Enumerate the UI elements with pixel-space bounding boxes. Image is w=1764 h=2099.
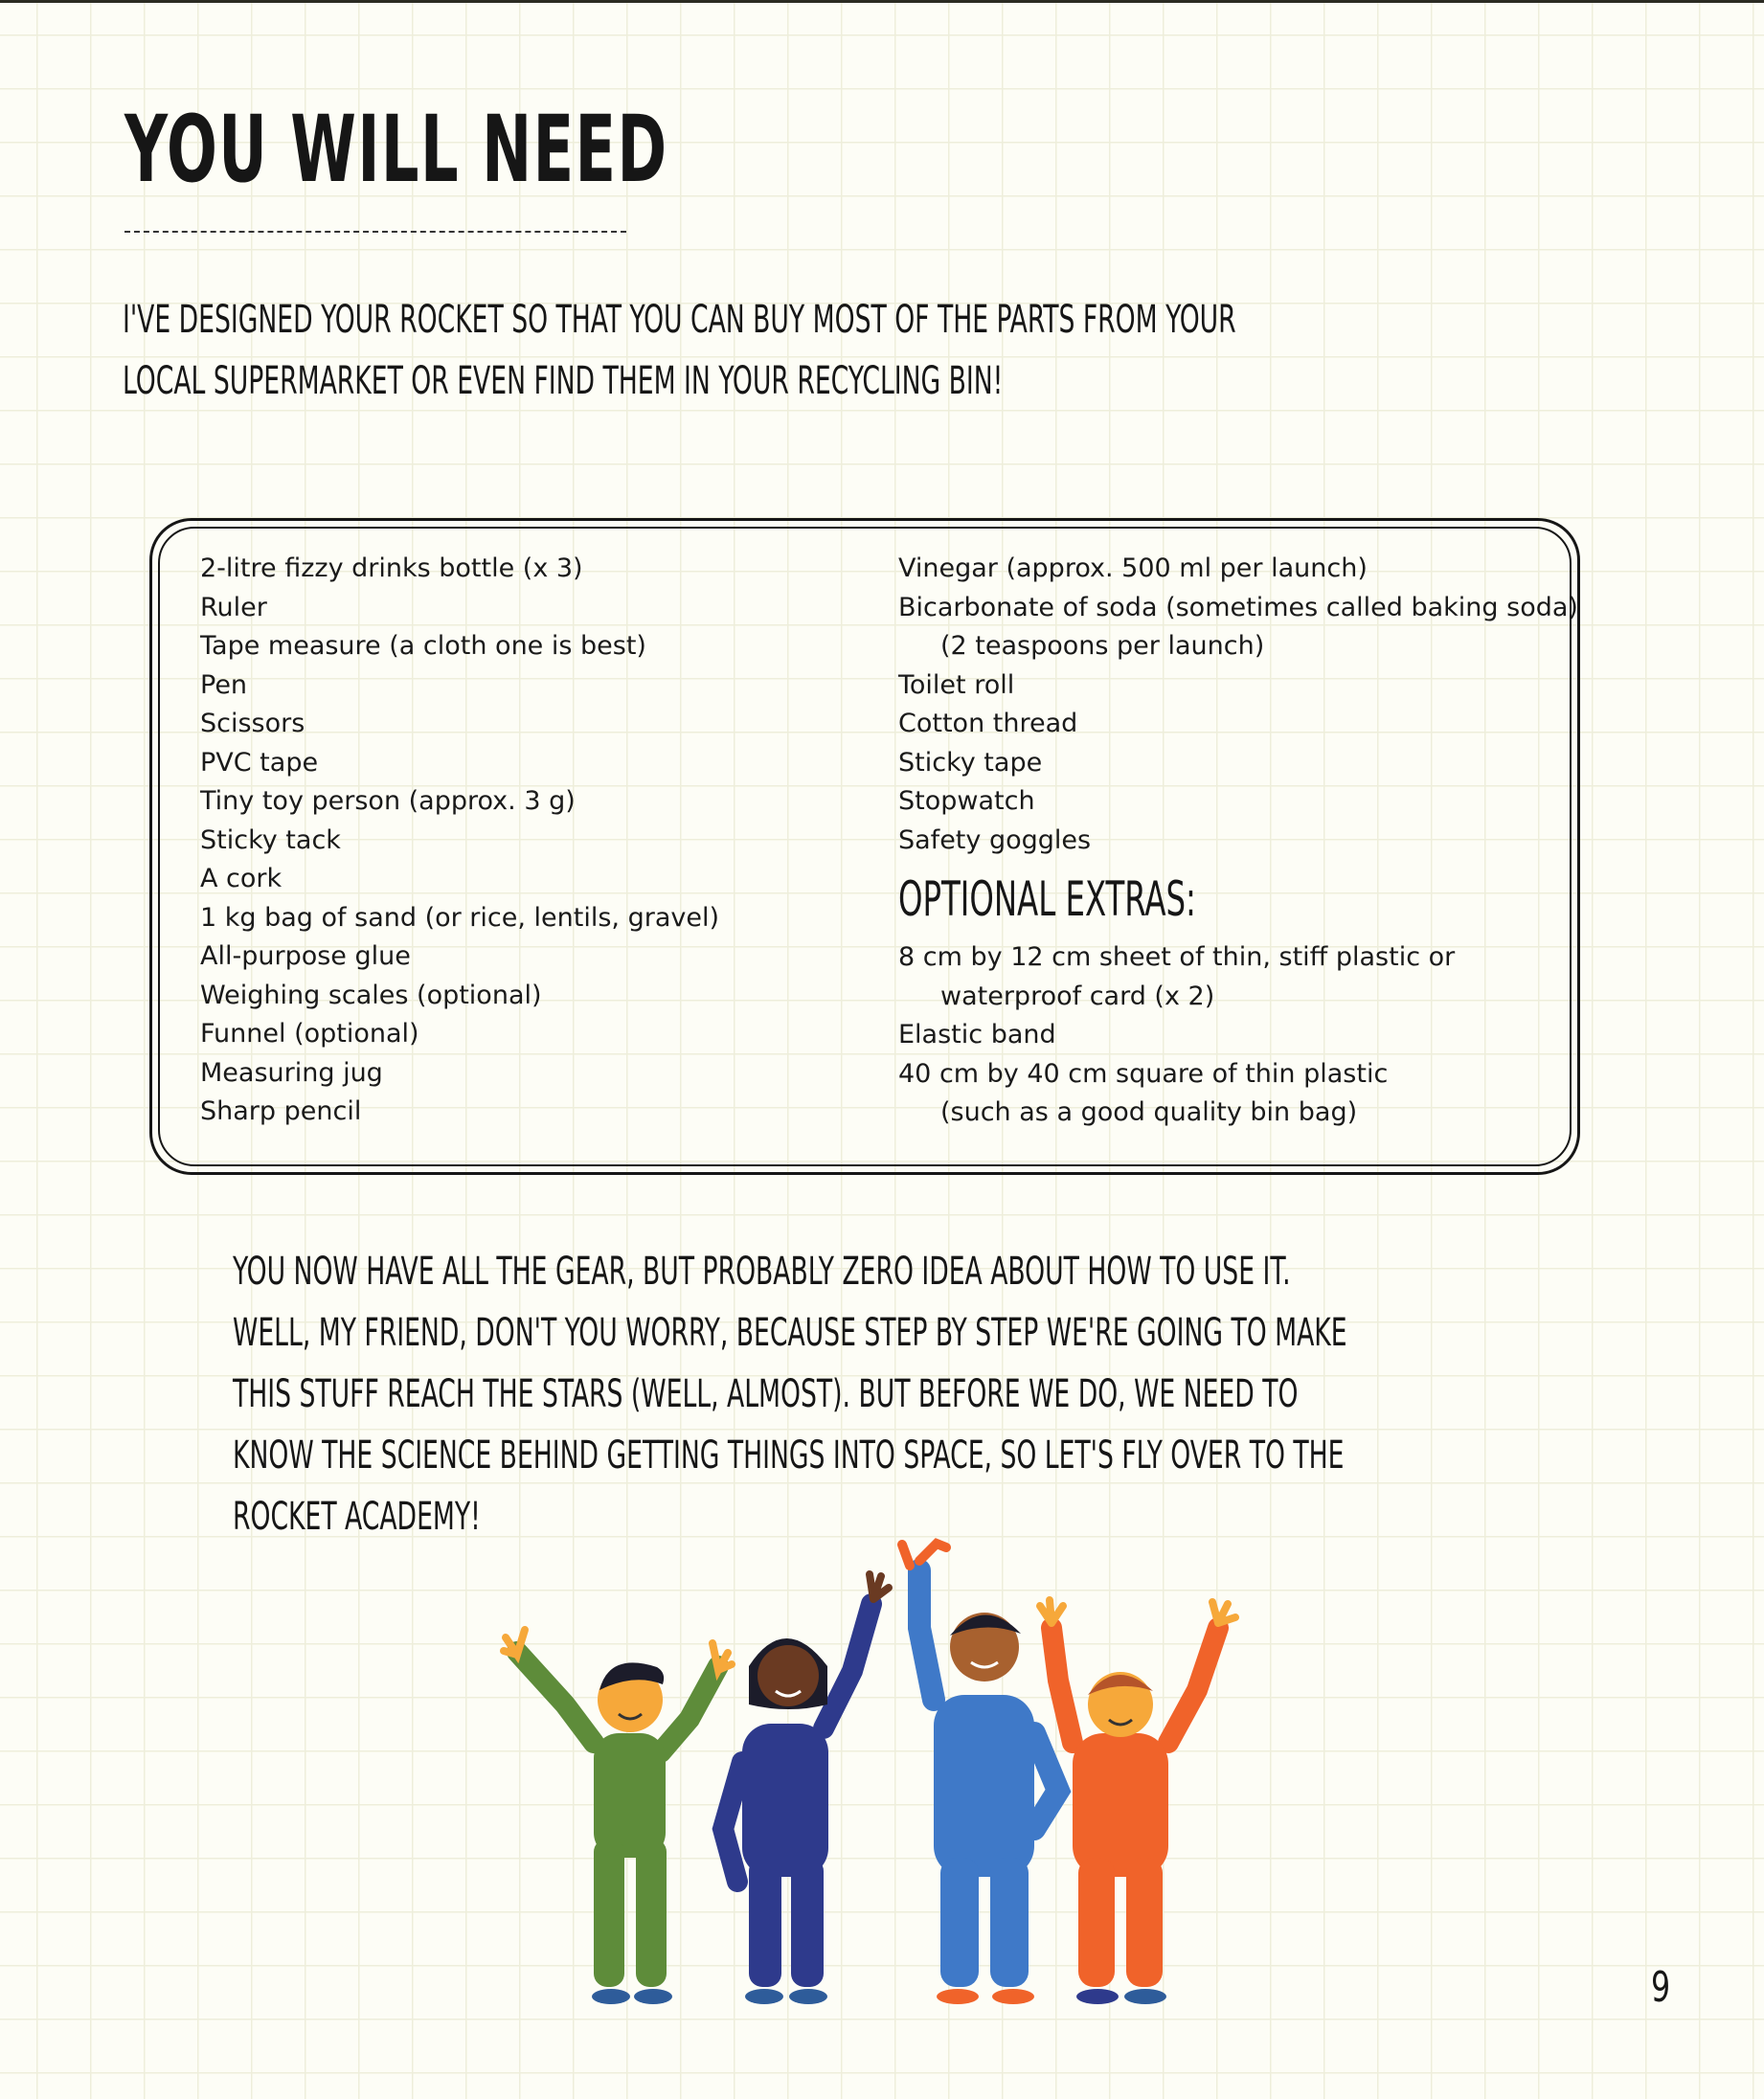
list-item-text: Stopwatch (898, 786, 1035, 816)
list-item: Funnel (optional) (200, 1019, 419, 1049)
materials-box (149, 518, 1580, 1175)
page-number: 9 (1651, 1963, 1671, 2012)
list-item (898, 589, 1578, 666)
optional-extras-list (898, 938, 1455, 1133)
title-dashed-underline (124, 231, 626, 233)
list-item-continuation: (such as a good quality bin bag) (940, 1097, 1358, 1127)
list-item: Pen (200, 669, 248, 700)
list-item-text: Safety goggles (898, 824, 1092, 855)
list-item (898, 822, 1578, 861)
list-item-text: Vinegar (approx. 500 ml per launch) (898, 553, 1368, 583)
list-item (898, 550, 1578, 589)
list-item-text: 8 cm by 12 cm sheet of thin, stiff plastic or (898, 942, 1456, 972)
list-item: Tiny toy person (approx. 3 g) (200, 786, 576, 816)
list-item: Measuring jug (200, 1057, 383, 1088)
top-border (0, 0, 1764, 3)
kid-blue (902, 1544, 1058, 2004)
list-item: 2-litre fizzy drinks bottle (x 3) (200, 553, 583, 583)
page-title: YOU WILL NEED (124, 96, 668, 203)
list-item: 1 kg bag of sand (or rice, lentils, gravel) (200, 902, 719, 933)
list-item-continuation: (2 teaspoons per launch) (940, 631, 1265, 661)
materials-list-right (898, 550, 1578, 860)
list-item (898, 782, 1578, 822)
list-item: Sticky tack (200, 824, 341, 855)
list-item (898, 938, 1455, 1016)
list-item (898, 744, 1578, 783)
list-item: Sharp pencil (200, 1096, 362, 1126)
optional-extras-heading: OPTIONAL EXTRAS: (898, 871, 1196, 927)
list-item (898, 1055, 1455, 1133)
list-item: Weighing scales (optional) (200, 980, 542, 1010)
list-item: A cork (200, 864, 283, 893)
list-item-continuation: waterproof card (x 2) (940, 981, 1215, 1011)
list-item-text: Elastic band (898, 1020, 1056, 1050)
kid-orange (1040, 1600, 1235, 2004)
kid-navy (723, 1574, 889, 2004)
list-item-text: Toilet roll (898, 669, 1015, 700)
list-item: Scissors (200, 709, 305, 738)
outro-paragraph: YOU NOW HAVE ALL THE GEAR, BUT PROBABLY ZERO IDEA ABOUT HOW TO USE IT. WELL, MY FRIEND, DON'T YOU WORRY, BECAUSE STEP BY STEP WE'RE GOING TO MAKE THIS STUFF REACH THE STARS (WELL, ALMOST). BUT BEFORE WE DO, WE NEED TO KNOW THE SCIENCE BEHIND GETTING THINGS INTO SPACE, SO LET'S FLY OVER TO THE ROCKET ACADEMY! (233, 1250, 1347, 1539)
list-item-text: Sticky tape (898, 747, 1043, 778)
list-item: Ruler (200, 592, 267, 622)
list-item: All-purpose glue (200, 941, 411, 971)
kid-green (504, 1630, 732, 2004)
list-item-text: Bicarbonate of soda (sometimes called baking soda) (898, 592, 1578, 622)
list-item (898, 1016, 1455, 1055)
cheering-kids-illustration (498, 1513, 1264, 2011)
list-item: Tape measure (a cloth one is best) (200, 631, 646, 661)
intro-paragraph: I'VE DESIGNED YOUR ROCKET SO THAT YOU CAN BUY MOST OF THE PARTS FROM YOUR LOCAL SUPERMARKET OR EVEN FIND THEM IN YOUR RECYCLING BIN! (123, 298, 1236, 403)
materials-list-left (200, 550, 719, 1132)
list-item (898, 705, 1578, 744)
list-item: PVC tape (200, 747, 319, 778)
list-item-text: 40 cm by 40 cm square of thin plastic (898, 1058, 1389, 1089)
list-item (898, 666, 1578, 706)
list-item-text: Cotton thread (898, 709, 1078, 738)
